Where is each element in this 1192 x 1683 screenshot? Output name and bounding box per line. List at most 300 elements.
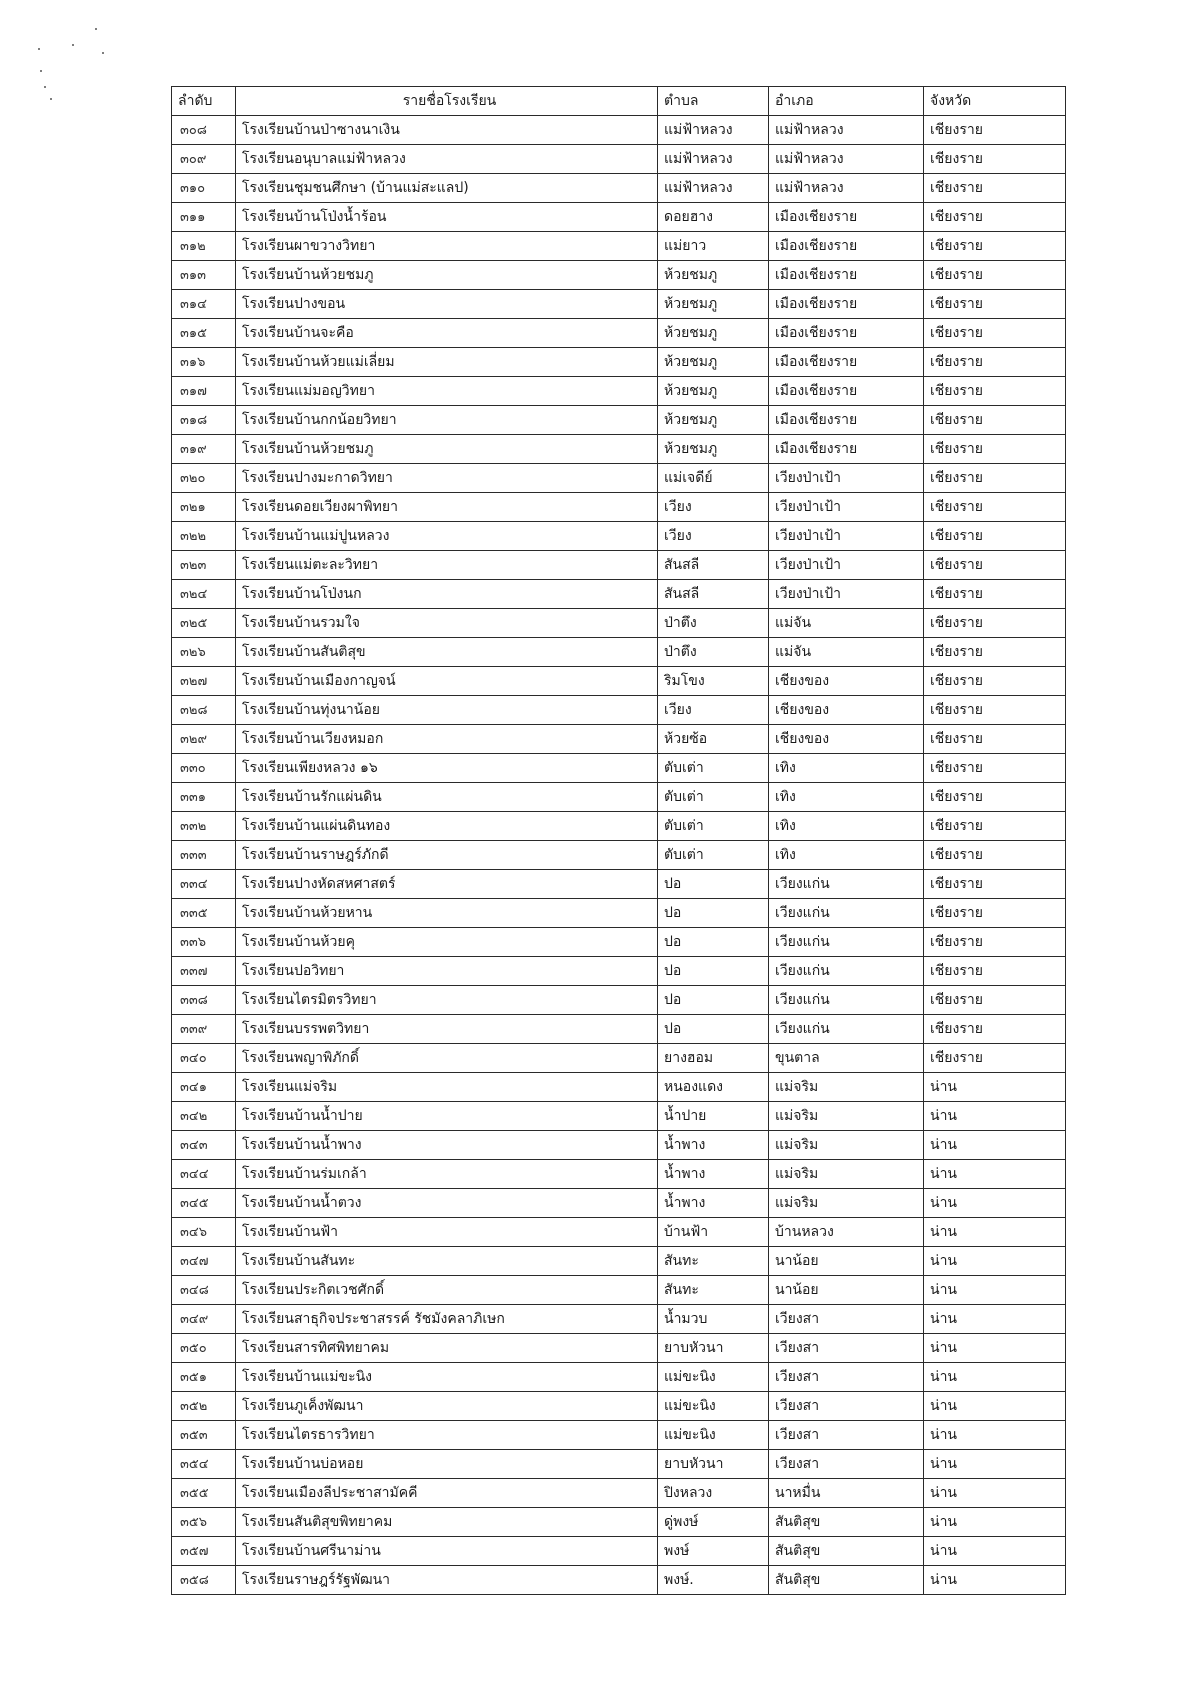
school-name: โรงเรียนสันติสุขพิทยาคม (236, 1508, 658, 1537)
table-row (172, 1479, 1066, 1508)
school-name: โรงเรียนบ้านรักแผ่นดิน (236, 783, 658, 812)
province: เชียงราย (924, 406, 1066, 435)
province: เชียงราย (924, 551, 1066, 580)
province: เชียงราย (924, 841, 1066, 870)
province: เชียงราย (924, 957, 1066, 986)
school-name: โรงเรียนปางหัดสหศาสตร์ (236, 870, 658, 899)
table-row (172, 841, 1066, 870)
school-name: โรงเรียนบ้านแม่ปูนหลวง (236, 522, 658, 551)
table-row (172, 957, 1066, 986)
table-row (172, 1189, 1066, 1218)
province: น่าน (924, 1247, 1066, 1276)
province: เชียงราย (924, 319, 1066, 348)
province: เชียงราย (924, 377, 1066, 406)
table-row (172, 290, 1066, 319)
province: น่าน (924, 1479, 1066, 1508)
scan-speck (44, 86, 46, 88)
row-number: ๓๔๑ (172, 1073, 236, 1102)
row-number: ๓๒๗ (172, 667, 236, 696)
district: แม่ฟ้าหลวง (769, 116, 924, 145)
table-row (172, 1160, 1066, 1189)
table-row (172, 319, 1066, 348)
district: เวียงป่าเป้า (769, 551, 924, 580)
school-name: โรงเรียนบ้านกกน้อยวิทยา (236, 406, 658, 435)
school-name: โรงเรียนเพียงหลวง ๑๖ (236, 754, 658, 783)
subdistrict: บ้านฟ้า (658, 1218, 769, 1247)
row-number: ๓๕๕ (172, 1479, 236, 1508)
table-row (172, 522, 1066, 551)
table-row (172, 667, 1066, 696)
subdistrict: แม่ฟ้าหลวง (658, 174, 769, 203)
school-name: โรงเรียนบ้านทุ่งนาน้อย (236, 696, 658, 725)
subdistrict: ริมโขง (658, 667, 769, 696)
school-list-table (171, 86, 1066, 1595)
table-row (172, 1566, 1066, 1595)
subdistrict: ตับเต่า (658, 812, 769, 841)
school-name: โรงเรียนบ้านห้วยหาน (236, 899, 658, 928)
province: น่าน (924, 1537, 1066, 1566)
row-number: ๓๕๔ (172, 1450, 236, 1479)
row-number: ๓๓๑ (172, 783, 236, 812)
row-number: ๓๓๔ (172, 870, 236, 899)
row-number: ๓๔๒ (172, 1102, 236, 1131)
school-name: โรงเรียนบ้านห้วยชมภู (236, 261, 658, 290)
row-number: ๓๒๒ (172, 522, 236, 551)
table-row (172, 754, 1066, 783)
school-name: โรงเรียนเมืองลีประชาสามัคคี (236, 1479, 658, 1508)
table-row (172, 1305, 1066, 1334)
province: น่าน (924, 1218, 1066, 1247)
district: เชียงของ (769, 696, 924, 725)
table-row (172, 812, 1066, 841)
province: เชียงราย (924, 812, 1066, 841)
table-row (172, 580, 1066, 609)
row-number: ๓๒๙ (172, 725, 236, 754)
province: เชียงราย (924, 493, 1066, 522)
row-number: ๓๓๖ (172, 928, 236, 957)
school-name: โรงเรียนราษฎร์รัฐพัฒนา (236, 1566, 658, 1595)
district: เวียงสา (769, 1392, 924, 1421)
table-row (172, 551, 1066, 580)
district: เมืองเชียงราย (769, 435, 924, 464)
province: เชียงราย (924, 290, 1066, 319)
district: เวียงสา (769, 1363, 924, 1392)
row-number: ๓๔๕ (172, 1189, 236, 1218)
district: เชียงของ (769, 667, 924, 696)
header-subdistrict: ตำบล (658, 87, 769, 116)
subdistrict: แม่ฟ้าหลวง (658, 145, 769, 174)
scan-speck (40, 70, 42, 72)
table-row (172, 1015, 1066, 1044)
row-number: ๓๕๘ (172, 1566, 236, 1595)
district: เวียงป่าเป้า (769, 522, 924, 551)
subdistrict: สันทะ (658, 1247, 769, 1276)
subdistrict: แม่ขะนิง (658, 1392, 769, 1421)
district: เมืองเชียงราย (769, 319, 924, 348)
subdistrict: ตับเต่า (658, 783, 769, 812)
district: สันติสุข (769, 1508, 924, 1537)
school-name: โรงเรียนดอยเวียงผาพิทยา (236, 493, 658, 522)
subdistrict: น้ำพาง (658, 1131, 769, 1160)
row-number: ๓๒๖ (172, 638, 236, 667)
province: เชียงราย (924, 986, 1066, 1015)
subdistrict: ห้วยชมภู (658, 406, 769, 435)
province: เชียงราย (924, 870, 1066, 899)
row-number: ๓๑๗ (172, 377, 236, 406)
header-order: ลำดับ (172, 87, 236, 116)
district: เวียงป่าเป้า (769, 464, 924, 493)
district: เมืองเชียงราย (769, 290, 924, 319)
district: แม่ฟ้าหลวง (769, 174, 924, 203)
school-name: โรงเรียนบรรพตวิทยา (236, 1015, 658, 1044)
school-name: โรงเรียนบ้านน้ำตวง (236, 1189, 658, 1218)
school-name: โรงเรียนบ้านโป่งน้ำร้อน (236, 203, 658, 232)
subdistrict: แม่ขะนิง (658, 1421, 769, 1450)
province: เชียงราย (924, 1044, 1066, 1073)
subdistrict: ห้วยชมภู (658, 319, 769, 348)
table-row (172, 435, 1066, 464)
scan-speck (50, 98, 52, 100)
subdistrict: สันสลี (658, 580, 769, 609)
school-name: โรงเรียนบ้านห้วยชมภู (236, 435, 658, 464)
subdistrict: ห้วยชมภู (658, 377, 769, 406)
school-name: โรงเรียนปางขอน (236, 290, 658, 319)
subdistrict: ยาบหัวนา (658, 1450, 769, 1479)
table-row (172, 464, 1066, 493)
school-name: โรงเรียนบ้านเมืองกาญจน์ (236, 667, 658, 696)
row-number: ๓๒๔ (172, 580, 236, 609)
province: น่าน (924, 1334, 1066, 1363)
school-name: โรงเรียนอนุบาลแม่ฟ้าหลวง (236, 145, 658, 174)
school-name: โรงเรียนสาธุกิจประชาสรรค์ รัชมังคลาภิเษก (236, 1305, 658, 1334)
district: เมืองเชียงราย (769, 203, 924, 232)
district: เวียงแก่น (769, 928, 924, 957)
header-district: อำเภอ (769, 87, 924, 116)
table-row (172, 116, 1066, 145)
school-name: โรงเรียนสารทิศพิทยาคม (236, 1334, 658, 1363)
province: น่าน (924, 1363, 1066, 1392)
subdistrict: ปิงหลวง (658, 1479, 769, 1508)
province: เชียงราย (924, 174, 1066, 203)
district: เมืองเชียงราย (769, 406, 924, 435)
table-row (172, 870, 1066, 899)
table-row (172, 1537, 1066, 1566)
subdistrict: ปอ (658, 899, 769, 928)
district: เวียงสา (769, 1421, 924, 1450)
table-row (172, 638, 1066, 667)
school-name: โรงเรียนบ้านฟ้า (236, 1218, 658, 1247)
district: เวียงแก่น (769, 870, 924, 899)
province: น่าน (924, 1160, 1066, 1189)
table-row (172, 1334, 1066, 1363)
school-name: โรงเรียนไตรธารวิทยา (236, 1421, 658, 1450)
row-number: ๓๓๗ (172, 957, 236, 986)
row-number: ๓๒๕ (172, 609, 236, 638)
province: เชียงราย (924, 232, 1066, 261)
table-row (172, 928, 1066, 957)
province: น่าน (924, 1131, 1066, 1160)
province: เชียงราย (924, 783, 1066, 812)
district: แม่จริม (769, 1131, 924, 1160)
province: เชียงราย (924, 725, 1066, 754)
table-row (172, 261, 1066, 290)
school-name: โรงเรียนบ้านแม่ขะนิง (236, 1363, 658, 1392)
table-row (172, 493, 1066, 522)
table-header-row (172, 87, 1066, 116)
row-number: ๓๑๑ (172, 203, 236, 232)
table-row (172, 203, 1066, 232)
district: สันติสุข (769, 1566, 924, 1595)
subdistrict: ดู่พงษ์ (658, 1508, 769, 1537)
row-number: ๓๓๒ (172, 812, 236, 841)
subdistrict: น้ำมวบ (658, 1305, 769, 1334)
school-name: โรงเรียนบ้านป่าซางนาเงิน (236, 116, 658, 145)
school-name: โรงเรียนบ้านร่มเกล้า (236, 1160, 658, 1189)
district: แม่จัน (769, 638, 924, 667)
school-name: โรงเรียนแม่จริม (236, 1073, 658, 1102)
province: น่าน (924, 1450, 1066, 1479)
row-number: ๓๕๑ (172, 1363, 236, 1392)
row-number: ๓๔๖ (172, 1218, 236, 1247)
province: เชียงราย (924, 145, 1066, 174)
row-number: ๓๐๘ (172, 116, 236, 145)
school-name: โรงเรียนบ้านห้วยแม่เลี่ยม (236, 348, 658, 377)
district: นาน้อย (769, 1276, 924, 1305)
row-number: ๓๓๓ (172, 841, 236, 870)
row-number: ๓๒๓ (172, 551, 236, 580)
table-row (172, 1450, 1066, 1479)
header-school-name: รายชื่อโรงเรียน (236, 87, 658, 116)
school-name: โรงเรียนบ้านห้วยคุ (236, 928, 658, 957)
province: เชียงราย (924, 435, 1066, 464)
table-row (172, 899, 1066, 928)
district: เทิง (769, 754, 924, 783)
table-row (172, 174, 1066, 203)
subdistrict: น้ำพาง (658, 1160, 769, 1189)
province: เชียงราย (924, 1015, 1066, 1044)
table-row (172, 1218, 1066, 1247)
row-number: ๓๔๙ (172, 1305, 236, 1334)
school-name: โรงเรียนพญาพิภักดิ์ (236, 1044, 658, 1073)
subdistrict: แม่ขะนิง (658, 1363, 769, 1392)
subdistrict: เวียง (658, 493, 769, 522)
row-number: ๓๑๒ (172, 232, 236, 261)
province: เชียงราย (924, 580, 1066, 609)
subdistrict: แม่เจดีย์ (658, 464, 769, 493)
school-name: โรงเรียนผาขวางวิทยา (236, 232, 658, 261)
subdistrict: ปอ (658, 986, 769, 1015)
scan-speck (38, 48, 40, 50)
subdistrict: แม่ยาว (658, 232, 769, 261)
row-number: ๓๕๓ (172, 1421, 236, 1450)
school-name: โรงเรียนบ้านศรีนาม่าน (236, 1537, 658, 1566)
school-name: โรงเรียนบ้านน้ำปาย (236, 1102, 658, 1131)
subdistrict: สันสลี (658, 551, 769, 580)
table-row (172, 725, 1066, 754)
row-number: ๓๔๔ (172, 1160, 236, 1189)
school-name: โรงเรียนปางมะกาดวิทยา (236, 464, 658, 493)
province: เชียงราย (924, 348, 1066, 377)
province: เชียงราย (924, 522, 1066, 551)
school-name: โรงเรียนบ้านสันทะ (236, 1247, 658, 1276)
school-name: โรงเรียนบ้านแผ่นดินทอง (236, 812, 658, 841)
district: เวียงแก่น (769, 1015, 924, 1044)
district: เมืองเชียงราย (769, 261, 924, 290)
subdistrict: ตับเต่า (658, 754, 769, 783)
subdistrict: เวียง (658, 522, 769, 551)
table-row (172, 1421, 1066, 1450)
district: บ้านหลวง (769, 1218, 924, 1247)
school-name: โรงเรียนบ้านราษฎร์ภักดี (236, 841, 658, 870)
row-number: ๓๕๖ (172, 1508, 236, 1537)
table-row (172, 696, 1066, 725)
province: เชียงราย (924, 638, 1066, 667)
district: นาหมื่น (769, 1479, 924, 1508)
subdistrict: หนองแดง (658, 1073, 769, 1102)
district: เมืองเชียงราย (769, 348, 924, 377)
subdistrict: ห้วยซ้อ (658, 725, 769, 754)
school-name: โรงเรียนบ้านโป่งนก (236, 580, 658, 609)
district: เวียงแก่น (769, 957, 924, 986)
district: เมืองเชียงราย (769, 232, 924, 261)
row-number: ๓๐๙ (172, 145, 236, 174)
province: น่าน (924, 1421, 1066, 1450)
province: เชียงราย (924, 609, 1066, 638)
district: เวียงแก่น (769, 986, 924, 1015)
school-name: โรงเรียนบ้านบ่อหอย (236, 1450, 658, 1479)
subdistrict: ยางฮอม (658, 1044, 769, 1073)
province: น่าน (924, 1508, 1066, 1537)
subdistrict: ห้วยชมภู (658, 290, 769, 319)
table-row (172, 1392, 1066, 1421)
row-number: ๓๓๘ (172, 986, 236, 1015)
province: เชียงราย (924, 116, 1066, 145)
subdistrict: ปอ (658, 928, 769, 957)
row-number: ๓๒๑ (172, 493, 236, 522)
table-row (172, 232, 1066, 261)
row-number: ๓๔๘ (172, 1276, 236, 1305)
district: เมืองเชียงราย (769, 377, 924, 406)
subdistrict: ห้วยชมภู (658, 261, 769, 290)
row-number: ๓๕๗ (172, 1537, 236, 1566)
table-row (172, 1131, 1066, 1160)
school-name: โรงเรียนบ้านน้ำพาง (236, 1131, 658, 1160)
row-number: ๓๕๐ (172, 1334, 236, 1363)
row-number: ๓๑๔ (172, 290, 236, 319)
table-row (172, 1363, 1066, 1392)
subdistrict: ปอ (658, 957, 769, 986)
row-number: ๓๒๘ (172, 696, 236, 725)
school-name: โรงเรียนชุมชนศึกษา (บ้านแม่สะแลป) (236, 174, 658, 203)
row-number: ๓๑๕ (172, 319, 236, 348)
row-number: ๓๑๐ (172, 174, 236, 203)
scan-speck (72, 44, 74, 46)
table-row (172, 1044, 1066, 1073)
district: แม่จริม (769, 1160, 924, 1189)
school-name: โรงเรียนบ้านจะคือ (236, 319, 658, 348)
school-name: โรงเรียนภูเค็งพัฒนา (236, 1392, 658, 1421)
subdistrict: สันทะ (658, 1276, 769, 1305)
province: น่าน (924, 1276, 1066, 1305)
school-name: โรงเรียนบ้านสันติสุข (236, 638, 658, 667)
row-number: ๓๓๙ (172, 1015, 236, 1044)
subdistrict: พงษ์. (658, 1566, 769, 1595)
subdistrict: พงษ์ (658, 1537, 769, 1566)
scan-speck (95, 28, 97, 30)
province: น่าน (924, 1102, 1066, 1131)
row-number: ๓๑๖ (172, 348, 236, 377)
school-name: โรงเรียนปอวิทยา (236, 957, 658, 986)
province: น่าน (924, 1073, 1066, 1102)
table-row (172, 377, 1066, 406)
row-number: ๓๕๒ (172, 1392, 236, 1421)
table-row (172, 145, 1066, 174)
row-number: ๓๓๐ (172, 754, 236, 783)
subdistrict: ดอยฮาง (658, 203, 769, 232)
subdistrict: ห้วยชมภู (658, 435, 769, 464)
district: เวียงสา (769, 1334, 924, 1363)
subdistrict: แม่ฟ้าหลวง (658, 116, 769, 145)
table-row (172, 1073, 1066, 1102)
scan-speck (102, 52, 104, 54)
district: เวียงแก่น (769, 899, 924, 928)
subdistrict: ปอ (658, 1015, 769, 1044)
subdistrict: ห้วยชมภู (658, 348, 769, 377)
subdistrict: ยาบหัวนา (658, 1334, 769, 1363)
district: เวียงป่าเป้า (769, 580, 924, 609)
district: แม่จริม (769, 1102, 924, 1131)
table-row (172, 1276, 1066, 1305)
table-row (172, 783, 1066, 812)
district: สันติสุข (769, 1537, 924, 1566)
table-row (172, 1247, 1066, 1276)
subdistrict: น้ำพาง (658, 1189, 769, 1218)
province: เชียงราย (924, 928, 1066, 957)
district: เวียงสา (769, 1450, 924, 1479)
province: น่าน (924, 1189, 1066, 1218)
province: น่าน (924, 1566, 1066, 1595)
province: น่าน (924, 1392, 1066, 1421)
district: นาน้อย (769, 1247, 924, 1276)
district: เวียงสา (769, 1305, 924, 1334)
district: แม่จริม (769, 1189, 924, 1218)
table-row (172, 348, 1066, 377)
subdistrict: ป่าตึง (658, 609, 769, 638)
subdistrict: ปอ (658, 870, 769, 899)
row-number: ๓๔๐ (172, 1044, 236, 1073)
province: เชียงราย (924, 696, 1066, 725)
table-row (172, 609, 1066, 638)
row-number: ๓๒๐ (172, 464, 236, 493)
table-row (172, 406, 1066, 435)
school-name: โรงเรียนแม่ตะละวิทยา (236, 551, 658, 580)
subdistrict: ตับเต่า (658, 841, 769, 870)
district: แม่จัน (769, 609, 924, 638)
school-name: โรงเรียนบ้านรวมใจ (236, 609, 658, 638)
school-name: โรงเรียนแม่มอญวิทยา (236, 377, 658, 406)
row-number: ๓๑๓ (172, 261, 236, 290)
district: เทิง (769, 812, 924, 841)
province: เชียงราย (924, 464, 1066, 493)
province: เชียงราย (924, 667, 1066, 696)
district: เทิง (769, 783, 924, 812)
school-name: โรงเรียนประกิตเวชศักดิ์ (236, 1276, 658, 1305)
subdistrict: เวียง (658, 696, 769, 725)
province: เชียงราย (924, 203, 1066, 232)
row-number: ๓๓๕ (172, 899, 236, 928)
subdistrict: ป่าตึง (658, 638, 769, 667)
table-row (172, 1102, 1066, 1131)
